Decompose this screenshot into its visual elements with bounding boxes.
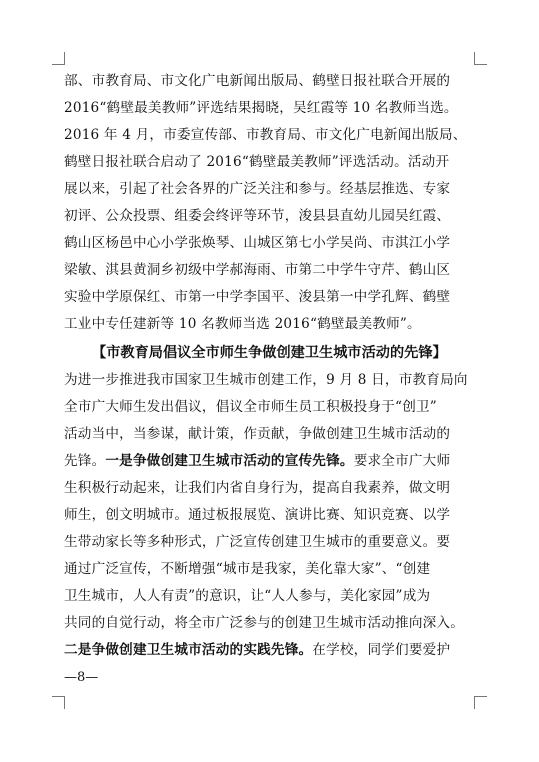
bold-lead-phrase: 一是争做创建卫生城市活动的宣传先锋。 bbox=[105, 453, 354, 469]
body-line: 初评、公众投票、组委会终评等环节，浚县县直幼儿园吴红霞、 bbox=[64, 208, 451, 224]
body-line: 实验中学原保红、市第一中学李国平、浚县第一中学孔辉、鹤壁 bbox=[64, 289, 451, 305]
body-line: 卫生城市，人人有责”的意识，让“人人参与，美化家园”成为 bbox=[64, 588, 431, 604]
body-line: 全市广大师生发出倡议，倡议全市师生员工积极投身于“创卫” bbox=[64, 399, 437, 415]
body-line: 2016“鹤壁最美教师”评选结果揭晓，吴红霞等 10 名教师当选。 bbox=[64, 100, 458, 116]
body-line: 活动当中，当参谋，献计策，作贡献，争做创建卫生城市活动的 bbox=[64, 426, 451, 442]
body-text: 要求全市广大师 bbox=[353, 453, 451, 469]
crop-mark-top-left bbox=[52, 52, 65, 65]
section-heading: 【市教育局倡议全市师生争做创建卫生城市活动的先锋】 bbox=[92, 345, 447, 361]
body-line bbox=[64, 641, 450, 659]
body-line: 2016 年 4 月，市委宣传部、市教育局、市文化广电新闻出版局、 bbox=[64, 127, 467, 143]
body-line: 共同的自觉行动，将全市广泛参与的创建卫生城市活动推向深入。 bbox=[64, 615, 465, 631]
crop-mark-top-right bbox=[474, 52, 487, 65]
body-line: 工业中专任建新等 10 名教师当选 2016“鹤壁最美教师”。 bbox=[64, 316, 421, 332]
crop-mark-bottom-left bbox=[52, 696, 65, 709]
body-line bbox=[64, 452, 450, 470]
page-number: —8— bbox=[64, 670, 99, 685]
body-line: 通过广泛宣传，不断增强“城市是我家，美化靠大家”、“创建 bbox=[64, 561, 431, 577]
body-line: 鹤壁日报社联合启动了 2016“鹤壁最美教师”评选活动。活动开 bbox=[64, 154, 450, 170]
crop-mark-bottom-right bbox=[474, 696, 487, 709]
body-line: 部、市教育局、市文化广电新闻出版局、鹤壁日报社联合开展的 bbox=[64, 73, 451, 89]
body-line: 展以来，引起了社会各界的广泛关注和参与。经基层推选、专家 bbox=[64, 181, 451, 197]
body-line: 师生，创文明城市。通过板报展览、演讲比赛、知识竞赛、以学 bbox=[64, 507, 451, 523]
body-line: 生带动家长等多种形式，广泛宣传创建卫生城市的重要意义。要 bbox=[64, 534, 451, 550]
body-text: 先锋。 bbox=[64, 453, 106, 469]
body-line: 鹤山区杨邑中心小学张焕琴、山城区第七小学吴尚、市淇江小学 bbox=[64, 235, 451, 251]
body-text: 在学校，同学们要爱护 bbox=[312, 642, 451, 658]
bold-lead-phrase: 二是争做创建卫生城市活动的实践先锋。 bbox=[64, 642, 313, 658]
body-line: 为进一步推进我市国家卫生城市创建工作，9 月 8 日，市教育局向 bbox=[64, 372, 468, 388]
body-line: 生积极行动起来，让我们内省自身行为，提高自我素养，做文明 bbox=[64, 480, 451, 496]
body-line: 梁敏、淇县黄洞乡初级中学郝海雨、市第二中学牛守芹、鹤山区 bbox=[64, 262, 451, 278]
